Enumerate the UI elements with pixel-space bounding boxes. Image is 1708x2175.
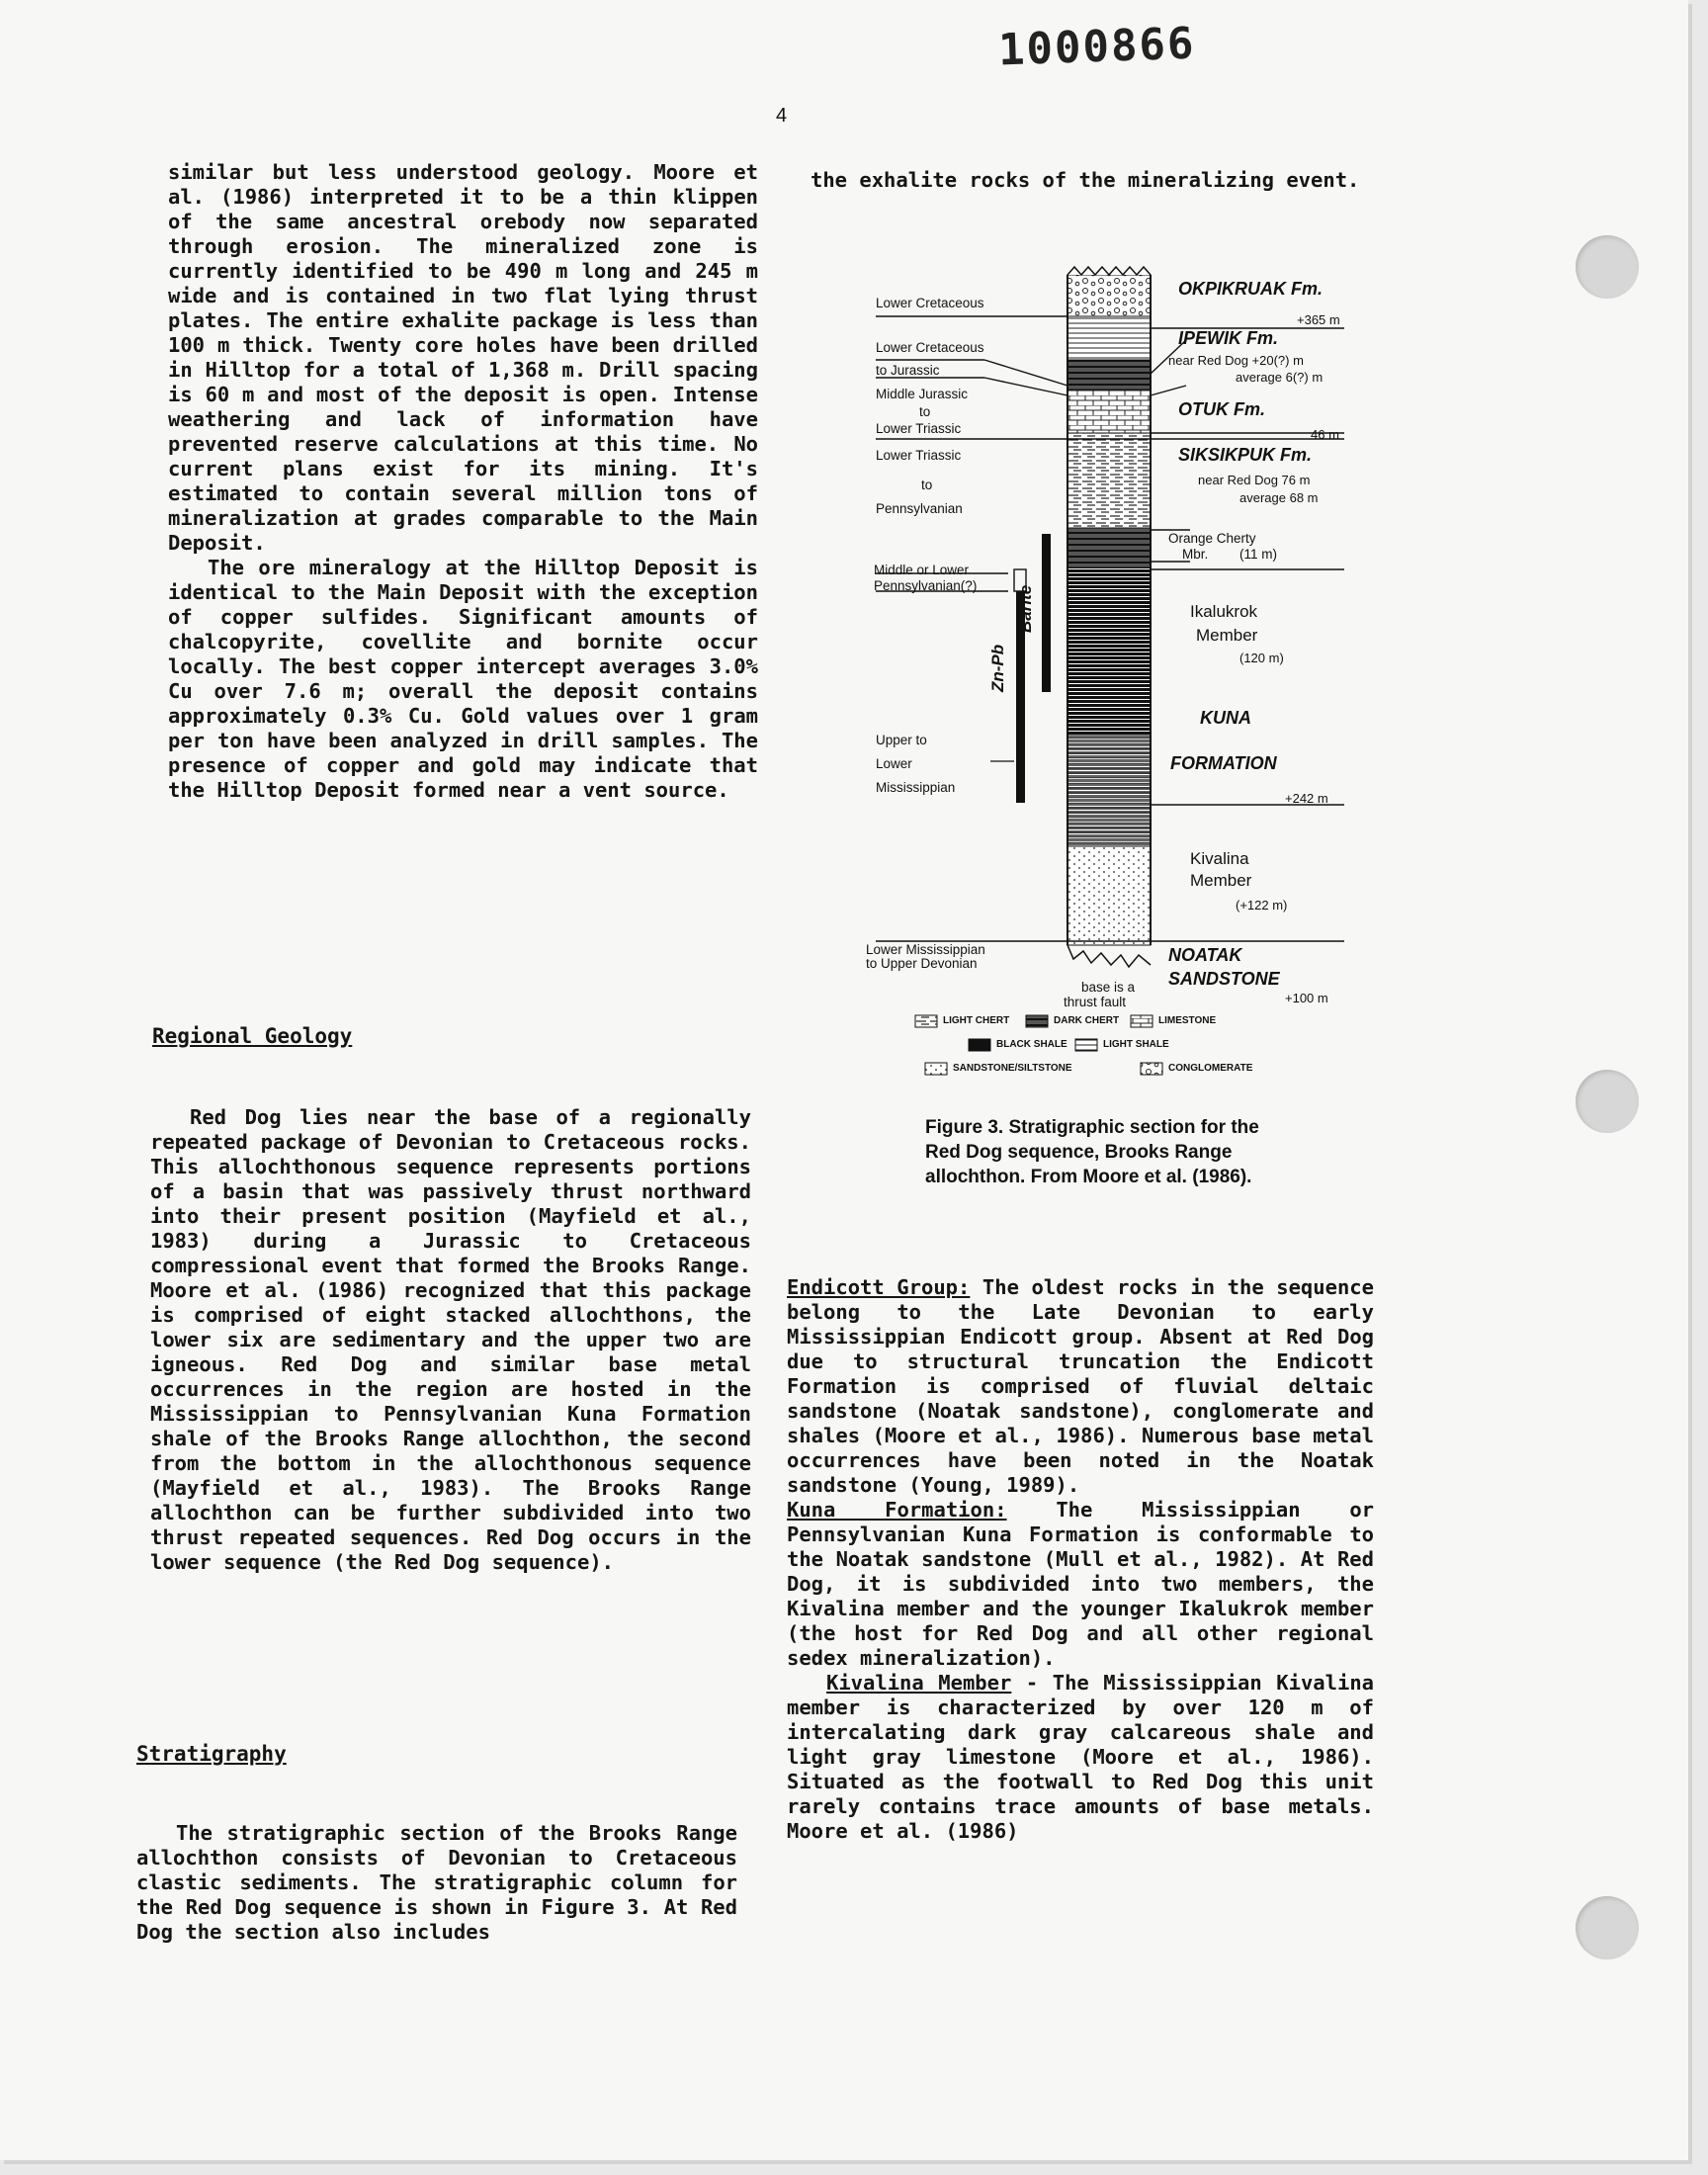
paragraph-hilltop-mineralogy: The ore mineralogy at the Hilltop Deposit is identical to the Main Deposit with the exception of copper sulfides. Significant amounts of chalcopyrite, covellite and bornite occur locally. The best copper intercept averages 3.0% Cu over 7.6 m; overall the deposit contains approximately 0.3% Cu. Gold values over 1 gram per ton have been analyzed in drill samples. The presence of copper and gold may indicate that the Hilltop Deposit formed near a vent source. <box>168 556 758 802</box>
fm-noatak-1: NOATAK <box>1168 945 1242 965</box>
paragraph-kuna: Kuna Formation: The Mississippian or Pennsylvanian Kuna Formation is conformable to the Noatak sandstone (Mull et al., 1982). At Red Dog, it is subdivided into two members, the Kivalina member and the younger Ikalukrok member (the host for Red Dog and all other regional sedex mineralization). <box>787 1498 1374 1670</box>
legend-black-shale: BLACK SHALE <box>996 1039 1068 1050</box>
age-upper-miss-3: Mississippian <box>876 780 956 795</box>
age-mid-lower-penn-1: Middle or Lower <box>874 563 970 577</box>
punch-hole-middle <box>1576 1070 1639 1133</box>
age-mid-jurassic-1: Middle Jurassic <box>876 387 969 401</box>
paragraph-hilltop-geology: similar but less understood geology. Moore et al. (1986) interpreted it to be a thin klippen of the same ancestral orebody now separated through erosion. The mineralized zone is currently identified to be 490 m long and 245 m wide and is contained in two flat lying thrust plates. The entire exhalite package is less than 100 m thick. Twenty core holes have been drilled in Hilltop for a total of 1,368 m. Drill spacing is 60 m and most of the deposit is open. Intense weathering and lack of information have prevented reserve calculations at this time. No current plans exist for its mining. It's estimated to contain several million tons of mineralization at grades comparable to the Main Deposit. <box>168 160 758 555</box>
legend-sandstone: SANDSTONE/SILTSTONE <box>953 1063 1072 1074</box>
punch-hole-top <box>1576 235 1639 299</box>
legend-limestone: LIMESTONE <box>1158 1015 1217 1026</box>
mbr-kivalina-2: Member <box>1190 871 1252 890</box>
paragraph-regional-geology: Red Dog lies near the base of a regionally repeated package of Devonian to Cretaceous rocks. This allochthonous sequence represents portions of a basin that was passively thrust northward into their present position (Mayfield et al., 1983) during a Jurassic to Cretaceous compressional event that formed the Brooks Range. Moore et al. (1986) recognized that this package is comprised of eight stacked allochthons, the lower six are sedimentary and the upper two are igneous. Red Dog and similar base metal occurrences in the region are hosted in the Mississippian to Pennsylvanian Kuna Formation shale of the Brooks Range allochthon, the second from the bottom in the allochthonous sequence (Mayfield et al., 1983). The Brooks Range allochthon can be further subdivided into two thrust repeated sequences. Red Dog occurs in the lower sequence (the Red Dog sequence). <box>150 1105 751 1574</box>
age-mid-jurassic-2: to <box>919 404 931 419</box>
age-upper-miss-1: Upper to <box>876 733 927 747</box>
heading-kivalina-member: Kivalina Member <box>826 1671 1012 1695</box>
page-number: 4 <box>776 105 788 127</box>
heading-regional-geology: Regional Geology <box>152 1024 353 1048</box>
thickness-okpikruak: +365 m <box>1297 312 1340 327</box>
legend-light-chert: LIGHT CHERT <box>943 1015 1010 1026</box>
legend-dark-chert: DARK CHERT <box>1054 1015 1120 1026</box>
age-lc-jurassic-1: Lower Cretaceous <box>876 340 984 355</box>
age-lower-triassic-1: Lower Triassic <box>876 448 962 463</box>
mbr-orange-cherty-1: Orange Cherty <box>1168 531 1256 546</box>
paragraph-kivalina: Kivalina Member - The Mississippian Kivalina member is characterized by over 120 m of intercalating dark gray calcareous shale and light gray limestone (Moore et al., 1986). Situated as the footwall to Red Dog this unit rarely contains trace amounts of base metals. Moore et al. (1986) <box>787 1671 1374 1843</box>
document-number-stamp: 1000866 <box>997 18 1197 76</box>
thickness-orange-cherty: (11 m) <box>1239 547 1278 562</box>
thickness-otuk: 46 m <box>1311 427 1339 442</box>
paragraph-stratigraphy: The stratigraphic section of the Brooks Range allochthon consists of Devonian to Cretaceous clastic sediments. The stratigraphic column for the Red Dog sequence is shown in Figure 3. At Red Dog the section also includes <box>136 1821 737 1944</box>
left-column-stratigraphy <box>136 1821 737 1945</box>
thickness-siksikpuk-2: average 68 m <box>1239 490 1319 505</box>
age-upper-miss-2: Lower <box>876 756 912 771</box>
base-thrust-2: thrust fault <box>1064 995 1127 1009</box>
age-mid-lower-penn-2: Pennsylvanian(?) <box>874 578 978 593</box>
heading-stratigraphy: Stratigraphy <box>136 1742 287 1766</box>
base-thrust-1: base is a <box>1081 980 1136 995</box>
thickness-noatak: +100 m <box>1285 991 1328 1005</box>
column-units <box>1068 267 1151 967</box>
punch-hole-bottom <box>1576 1896 1639 1959</box>
figure-caption: Figure 3. Stratigraphic section for the Red Dog sequence, Brooks Range allochthon. From Moore et al. (1986). <box>925 1117 1259 1187</box>
right-column-lower <box>787 1275 1374 1844</box>
fm-ipewik: IPEWIK Fm. <box>1178 328 1279 348</box>
fm-okpikruak: OKPIKRUAK Fm. <box>1178 279 1324 299</box>
left-column-regional <box>150 1105 751 1575</box>
paragraph-continued: the exhalite rocks of the mineralizing event. <box>811 168 1360 192</box>
age-lower-miss-2: to Upper Devonian <box>866 956 978 971</box>
heading-kuna-formation: Kuna Formation: <box>787 1498 1007 1522</box>
left-column-upper <box>168 160 758 803</box>
age-lower-miss-1: Lower Mississippian <box>866 942 985 957</box>
heading-endicott-group: Endicott Group: <box>787 1275 971 1299</box>
fm-otuk: OTUK Fm. <box>1178 399 1265 419</box>
thickness-kivalina: (+122 m) <box>1236 898 1288 913</box>
label-zn-pb: Zn-Pb <box>988 644 1007 692</box>
age-lower-cretaceous: Lower Cretaceous <box>876 296 984 310</box>
age-lower-triassic-2: to <box>921 478 933 492</box>
thickness-siksikpuk-1: near Red Dog 76 m <box>1198 473 1311 487</box>
age-mid-jurassic-3: Lower Triassic <box>876 421 962 436</box>
thickness-ikalukrok: (120 m) <box>1239 651 1284 665</box>
age-lower-triassic-3: Pennsylvanian <box>876 501 963 516</box>
mbr-orange-cherty-2: Mbr. <box>1182 547 1209 562</box>
legend-conglomerate: CONGLOMERATE <box>1168 1063 1253 1074</box>
mbr-ikalukrok-1: Ikalukrok <box>1190 602 1258 621</box>
age-lc-jurassic-2: to Jurassic <box>876 363 940 378</box>
fm-kuna-2: FORMATION <box>1170 753 1277 773</box>
label-barite: Barite <box>1016 584 1035 633</box>
legend-light-shale: LIGHT SHALE <box>1103 1039 1169 1050</box>
paragraph-endicott: Endicott Group: The oldest rocks in the sequence belong to the Late Devonian to early Mississippian Endicott group. Absent at Red Dog due to structural truncation the Endicott Formation is comprised of fluvial deltaic sandstone (Noatak sandstone), conglomerate and shales (Moore et al., 1986). Numerous base metal occurrences have been noted in the Noatak sandstone (Young, 1989). <box>787 1275 1374 1497</box>
fm-noatak-2: SANDSTONE <box>1168 969 1280 989</box>
mbr-kivalina-1: Kivalina <box>1190 849 1249 868</box>
fm-siksikpuk: SIKSIKPUK Fm. <box>1178 445 1313 465</box>
mbr-ikalukrok-2: Member <box>1196 626 1258 645</box>
thickness-kuna: +242 m <box>1285 791 1328 806</box>
figure-stratigraphic-section <box>860 257 1364 1097</box>
right-column-top <box>811 168 1404 193</box>
thickness-ipewik-1: near Red Dog +20(?) m <box>1168 353 1304 368</box>
thickness-ipewik-2: average 6(?) m <box>1236 370 1324 385</box>
fm-kuna-1: KUNA <box>1200 708 1251 728</box>
